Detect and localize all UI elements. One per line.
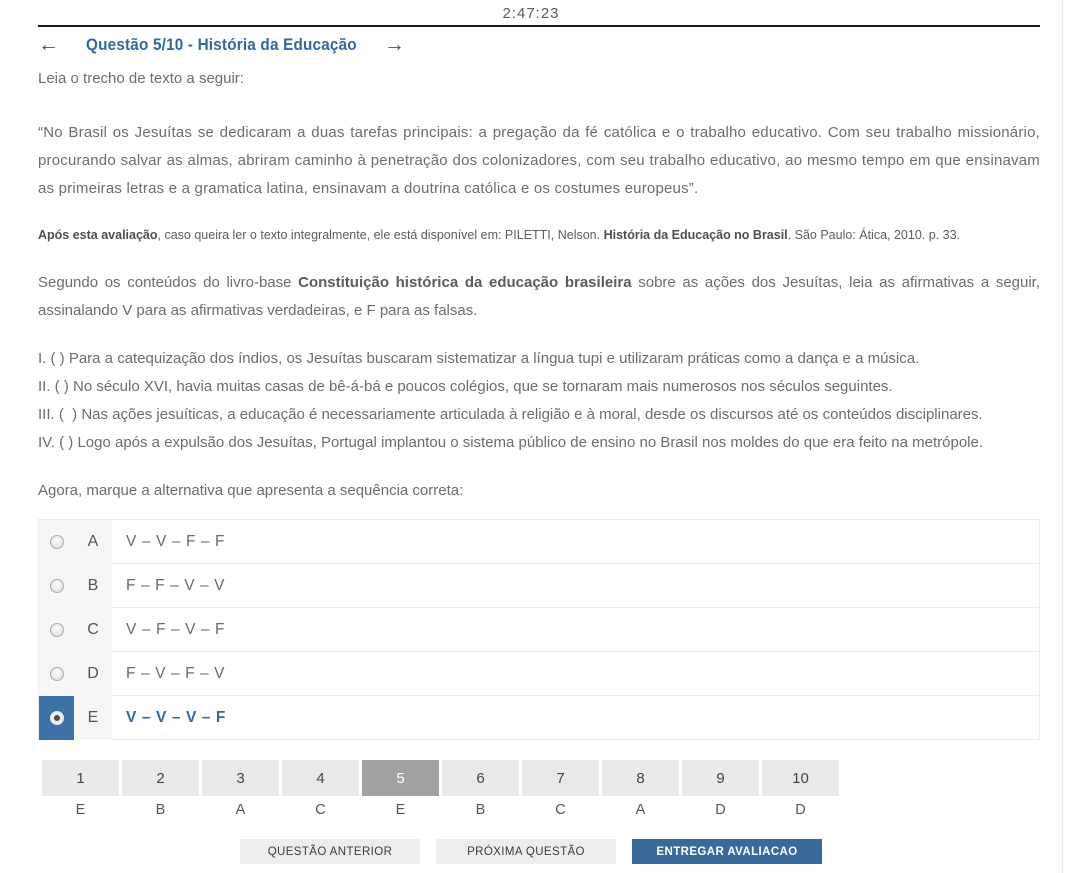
option-b-radio[interactable] [39,564,74,608]
option-b-text[interactable]: F – F – V – V [112,564,1039,608]
citation-line [38,227,1040,243]
option-e-text[interactable]: V – V – V – F [112,696,1039,740]
chosen-answers-row [42,799,839,821]
nav-answer: E [75,802,86,818]
option-d-text[interactable]: F – V – F – V [112,652,1039,696]
question-navigator [42,760,839,821]
option-a-letter: A [74,520,112,564]
citation-bold-1: Após esta avaliação [38,228,158,242]
option-a-radio[interactable] [39,520,74,564]
option-d-radio[interactable] [39,652,74,696]
answer-prompt: Agora, marque a alternativa que apresenta a sequência correta: [38,482,464,499]
nav-answer: C [315,802,326,818]
option-b-letter: B [74,564,112,608]
statement-item-4: IV. ( ) Logo após a expulsão dos Jesuítas, Portugal implantou o sistema público de ensino no Brasil nos moldes do que era feito na metrópole. [38,434,984,451]
citation-text-2: . São Paulo: Ática, 2010. p. 33. [787,228,961,242]
statement-item-2: II. ( ) No século XVI, havia muitas casas de bê-á-bá e poucos colégios, que se tornaram mais numerosos nos séculos seguintes. [38,378,893,395]
question-intro: Leia o trecho de texto a seguir: [38,70,244,87]
option-d-letter: D [74,652,112,696]
nav-cell[interactable]: 10 [762,760,839,796]
action-buttons [0,839,1062,864]
nav-cell[interactable]: 6 [442,760,519,796]
previous-question-button[interactable]: QUESTÃO ANTERIOR [240,839,420,864]
instruction-text-2: sobre as ações dos Jesuítas, leia as afirmativas a seguir, assinalando V para as afirmativas verdadeiras, e F para as falsas. [38,274,1041,319]
option-a-text[interactable]: V – V – F – F [112,520,1039,564]
nav-cell[interactable]: 1 [42,760,119,796]
nav-cell[interactable]: 8 [602,760,679,796]
next-question-arrow-icon[interactable]: → [383,33,405,56]
previous-question-arrow-icon[interactable]: ← [38,33,59,56]
radio-icon-selected[interactable] [50,711,64,725]
option-c-letter: C [74,608,112,652]
question-title: Questão 5/10 - História da Educação [86,35,357,54]
citation-text-1: , caso queira ler o texto integralmente, ele está disponível em: PILETTI, Nelson. [157,228,604,242]
nav-cell[interactable]: 5 [362,760,439,796]
nav-cell[interactable]: 3 [202,760,279,796]
radio-icon[interactable] [50,579,64,593]
nav-cell[interactable]: 2 [122,760,199,796]
nav-cell[interactable]: 4 [282,760,359,796]
nav-answer: A [635,802,646,818]
instruction-paragraph [38,269,1040,325]
nav-answer: E [395,802,406,818]
nav-answer: D [715,802,726,818]
radio-icon[interactable] [50,667,64,681]
option-e-letter: E [74,696,112,740]
question-header [0,27,1062,56]
options-table [38,519,1040,740]
citation-bold-2: História da Educação no Brasil [603,228,788,242]
instruction-bold: Constituição histórica da educação brasileira [298,274,632,291]
radio-icon[interactable] [50,535,64,549]
nav-cell[interactable]: 7 [522,760,599,796]
option-c-radio[interactable] [39,608,74,652]
statements-list [38,345,1040,457]
quote-paragraph: “No Brasil os Jesuítas se dedicaram a duas tarefas principais: a pregação da fé católica e o trabalho educativo. Com seu trabalho missionário, procurando salvar as almas, abriram caminho à penetração dos colonizadores, com seu trabalho educativo, ao mesmo tempo em que ensinavam as primeiras letras e a gramatica latina, ensinavam a doutrina católica e os costumes europeus”. [38,124,1040,197]
option-c-text[interactable]: V – F – V – F [112,608,1039,652]
nav-cell[interactable]: 9 [682,760,759,796]
radio-icon[interactable] [50,623,64,637]
question-body [38,65,1040,505]
nav-answer: B [475,802,486,818]
exam-timer: 2:47:23 [502,5,560,22]
nav-answer: A [235,802,246,818]
next-question-button[interactable]: PRÓXIMA QUESTÃO [436,839,616,864]
option-row[interactable] [39,652,1039,696]
nav-answer: D [795,802,806,818]
option-row[interactable] [39,520,1039,564]
instruction-text-1: Segundo os conteúdos do livro-base [38,274,299,291]
nav-answer: C [555,802,566,818]
statement-item-3: III. ( ) Nas ações jesuíticas, a educação é necessariamente articulada à religião e à moral, desde os discursos até os conteúdos disciplinares. [38,406,983,423]
option-row[interactable] [39,608,1039,652]
submit-exam-button[interactable]: ENTREGAR AVALIACAO [632,839,822,864]
option-row[interactable] [39,696,1039,740]
question-number-row [42,760,839,796]
option-e-radio[interactable] [39,696,74,740]
option-row[interactable] [39,564,1039,608]
statement-item-1: I. ( ) Para a catequização dos índios, os Jesuítas buscaram sistematizar a língua tupi e utilizaram práticas como a dança e a música. [38,350,920,367]
nav-answer: B [155,802,166,818]
